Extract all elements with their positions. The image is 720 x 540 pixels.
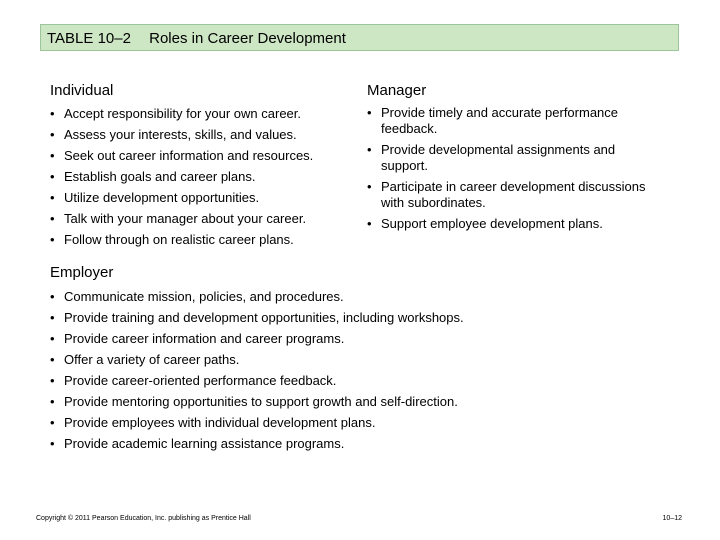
table-title: Roles in Career Development [149,30,346,47]
individual-item: • Follow through on realistic career plans. [50,229,350,250]
individual-item: • Accept responsibility for your own career. [50,103,350,124]
individual-heading: Individual [50,82,114,99]
employer-list [50,286,670,454]
employer-item: • Offer a variety of career paths. [50,349,670,370]
manager-item: • Support employee development plans. [367,216,647,232]
table-title-bar [40,24,679,51]
employer-item: • Provide training and development opportunities, including workshops. [50,307,670,328]
individual-item: • Talk with your manager about your career. [50,208,350,229]
individual-list [50,103,350,250]
individual-item: • Establish goals and career plans. [50,166,350,187]
individual-item: • Utilize development opportunities. [50,187,350,208]
manager-item: • Provide timely and accurate performance feedback. [367,105,647,137]
manager-heading: Manager [367,82,427,99]
page-number: 10–12 [662,515,682,522]
individual-item: • Assess your interests, skills, and values. [50,124,350,145]
table-number: TABLE 10–2 [47,30,131,47]
employer-heading: Employer [50,264,114,281]
manager-item: • Participate in career development discussions with subordinates. [367,179,647,211]
employer-item: • Provide mentoring opportunities to support growth and self-direction. [50,391,670,412]
copyright-notice: Copyright © 2011 Pearson Education, Inc. publishing as Prentice Hall [36,515,251,522]
individual-item: • Seek out career information and resources. [50,145,350,166]
employer-item: • Provide employees with individual development plans. [50,412,670,433]
employer-item: • Provide career information and career programs. [50,328,670,349]
manager-list [367,105,647,237]
manager-item: • Provide developmental assignments and support. [367,142,647,174]
employer-item: • Provide career-oriented performance feedback. [50,370,670,391]
employer-item: • Communicate mission, policies, and procedures. [50,286,670,307]
employer-item: • Provide academic learning assistance programs. [50,433,670,454]
